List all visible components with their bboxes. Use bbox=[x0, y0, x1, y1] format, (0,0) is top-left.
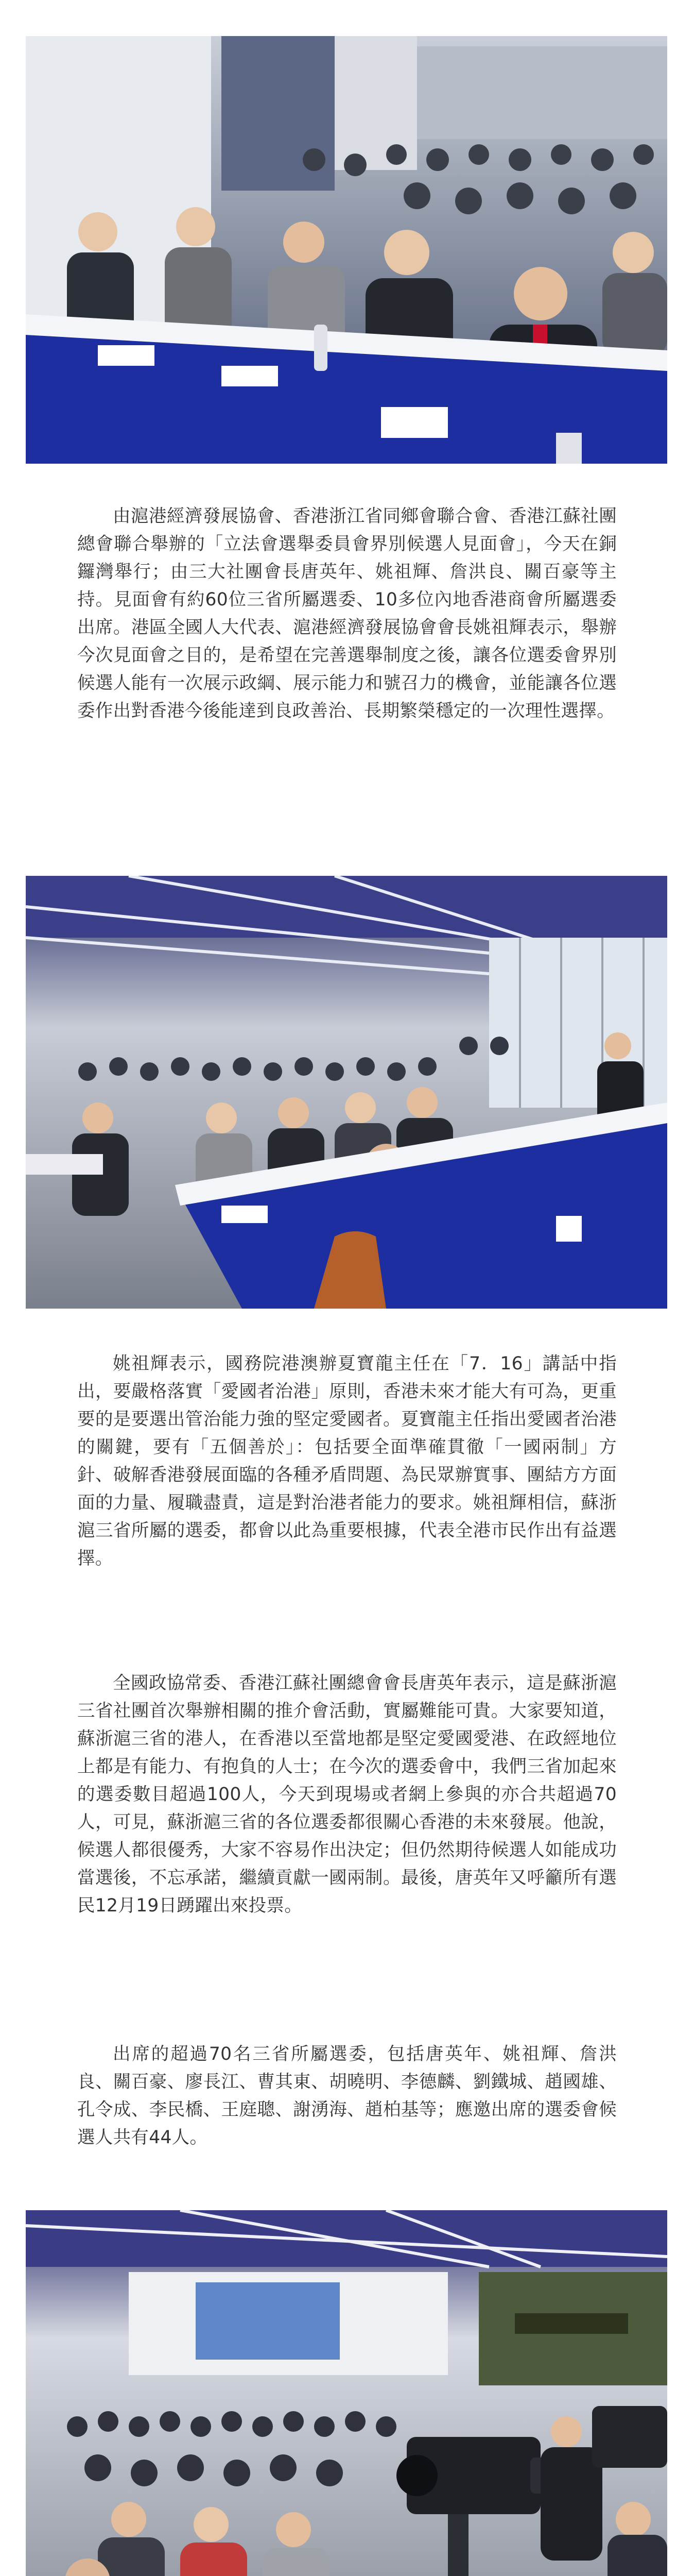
meeting-photo-hall bbox=[26, 876, 667, 1309]
meeting-photo-front-row bbox=[26, 36, 667, 464]
meeting-photo-audience bbox=[26, 2210, 667, 2576]
article-paragraph-2: 姚祖輝表示，國務院港澳辦夏寶龍主任在「7．16」講話中指出，要嚴格落實「愛國者治港」原則，香港未來才能大有可為，更重要的是要選出管治能力強的堅定愛國者。夏寶龍主任指出愛國者治港的關鍵，要有「五個善於」：包括要全面準確貫徹「一國兩制」方針、破解香港發展面臨的各種矛盾問題、為民眾辦實事、團結方方面面的力量、履職盡責，這是對治港者能力的要求。姚祖輝相信，蘇浙滬三省所屬的選委，都會以此為重要根據，代表全港市民作出有益選擇。 bbox=[77, 1353, 617, 1569]
conference-photo-icon bbox=[26, 2210, 667, 2576]
article-paragraph-3: 全國政協常委、香港江蘇社團總會會長唐英年表示，這是蘇浙滬三省社團首次舉辦相關的推介會活動，實屬難能可貴。大家要知道，蘇浙滬三省的港人，在香港以至當地都是堅定愛國愛港、在政經地位上都是有能力、有抱負的人士；在今次的選委會中，我們三省加起來的選委數目超過100人，今天到現場或者網上參與的亦合共超過70人，可見，蘇浙滬三省的各位選委都很關心香港的未來發展。他說，候選人都很優秀，大家不容易作出決定；但仍然期待候選人如能成功當選後，不忘承諾，繼續貢獻一國兩制。最後，唐英年又呼籲所有選民12月19日踴躍出來投票。 bbox=[77, 1673, 617, 1916]
conference-photo-icon bbox=[26, 876, 667, 1309]
article-paragraph-4: 出席的超過70名三省所屬選委，包括唐英年、姚祖輝、詹洪良、關百豪、廖長江、曹其東、胡曉明、李德麟、劉鐵城、趙國雄、孔令成、李民橋、王庭聰、謝湧海、趙柏基等；應邀出席的選委會候選人共有44人。 bbox=[77, 2044, 617, 2148]
conference-photo-icon bbox=[26, 36, 667, 464]
article-paragraph-1: 由滬港經濟發展協會、香港浙江省同鄉會聯合會、香港江蘇社團總會聯合舉辦的「立法會選舉委員會界別候選人見面會」，今天在銅鑼灣舉行；由三大社團會長唐英年、姚祖輝、詹洪良、關百豪等主持。見面會有約60位三省所屬選委、10多位內地香港商會所屬選委出席。港區全國人大代表、滬港經濟發展協會會長姚祖輝表示，舉辦今次見面會之目的，是希望在完善選舉制度之後，讓各位選委會界別候選人能有一次展示政綱、展示能力和號召力的機會，並能讓各位選委作出對香港今後能達到良政善治、長期繁榮穩定的一次理性選擇。 bbox=[77, 506, 617, 721]
